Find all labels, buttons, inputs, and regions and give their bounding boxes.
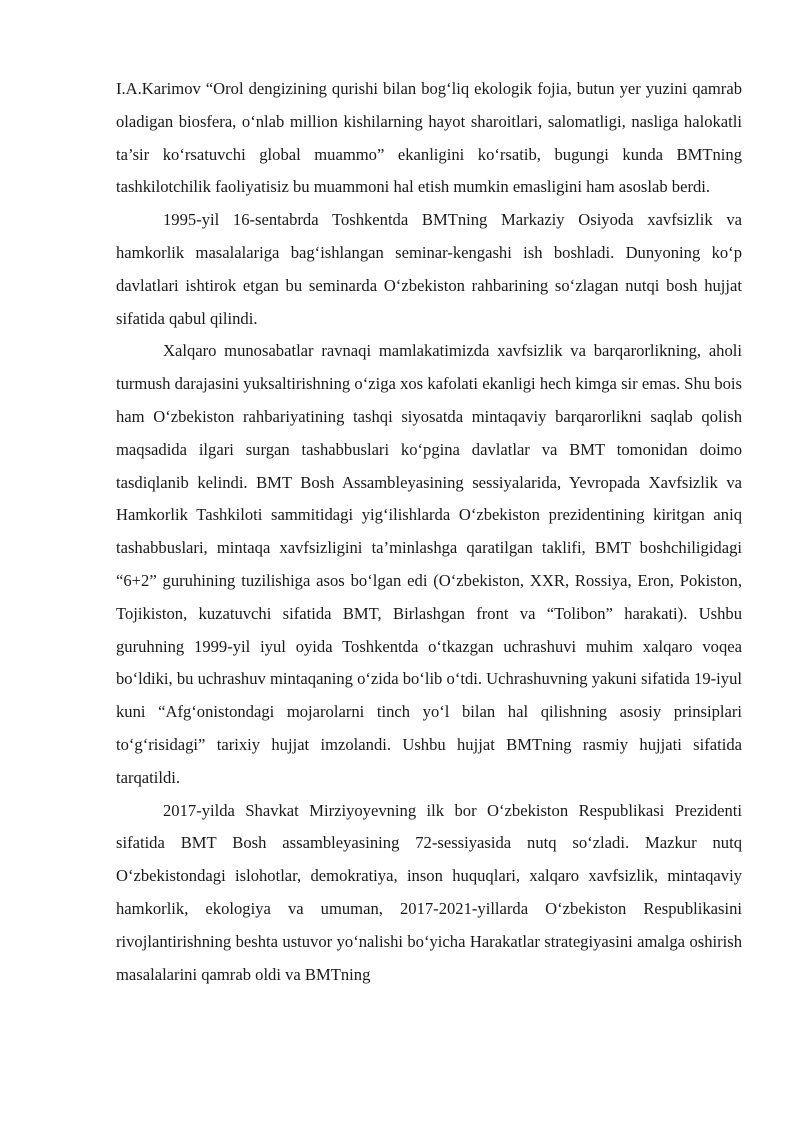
paragraph-international-relations: Xalqaro munosabatlar ravnaqi mamlakatimizda xavfsizlik va barqarorlikning, aholi turmush darajasini yuksaltirishning o‘ziga xos kafolati ekanligi hech kimga sir emas. Shu bois ham O‘zbekiston rahbariyatining tashqi siyosatda mintaqaviy barqarorlikni saqlab qolish maqsadida ilgari surgan tashabbuslari ko‘pgina davlatlar va BMT tomonidan doimo tasdiqlanib kelindi. BMT Bosh Assambleyasining sessiyalarida, Yevropada Xavfsizlik va Hamkorlik Tashkiloti sammitidagi yig‘ilishlarda O‘zbekiston prezidentining kiritgan aniq tashabbuslari, mintaqa xavfsizligini ta’minlashga qaratilgan taklifi, BMT boshchiligidagi “6+2” guruhining tuzilishiga asos bo‘lgan edi (O‘zbekiston, XXR, Rossiya, Eron, Pokiston, Tojikiston, kuzatuvchi sifatida BMT, Birlashgan front va “Tolibon” harakati). Ushbu guruhning 1999-yil iyul oyida Toshkentda o‘tkazgan uchrashuvi muhim xalqaro voqea bo‘ldiki, bu uchrashuv mintaqaning o‘zida bo‘lib o‘tdi. Uchrashuvning yakuni sifatida 19-iyul kuni “Afg‘onistondagi mojarolarni tinch yo‘l bilan hal qilishning asosiy prinsiplari to‘g‘risidagi” tarixiy hujjat imzolandi. Ushbu hujjat BMTning rasmiy hujjati sifatida tarqatildi. [116,341,742,787]
document-page [116,73,742,991]
paragraph-1995-seminar: 1995-yil 16-sentabrda Toshkentda BMTning Markaziy Osiyoda xavfsizlik va hamkorlik masalalariga bag‘ishlangan seminar-kengashi ish boshladi. Dunyoning ko‘p davlatlari ishtirok etgan bu seminarda O‘zbekiston rahbarining so‘zlagan nutqi bosh hujjat sifatida qabul qilindi. [116,210,742,328]
paragraph-continuation: I.A.Karimov “Orol dengizining qurishi bilan bog‘liq ekologik fojia, butun yer yuzini qamrab oladigan biosfera, o‘nlab million kishilarning hayot sharoitlari, salomatligi, nasliga halokatli ta’sir ko‘rsatuvchi global muammo” ekanligini ko‘rsatib, bugungi kunda BMTning tashkilotchilik faoliyatisiz bu muammoni hal etish mumkin emasligini ham asoslab berdi. [116,79,742,197]
paragraph-2017-un-speech: 2017-yilda Shavkat Mirziyoyevning ilk bor O‘zbekiston Respublikasi Prezidenti sifatida BMT Bosh assambleyasining 72-sessiyasida nutq so‘zladi. Mazkur nutq O‘zbekistondagi islohotlar, demokratiya, inson huquqlari, xalqaro xavfsizlik, mintaqaviy hamkorlik, ekologiya va umuman, 2017-2021-yillarda O‘zbekiston Respublikasini rivojlantirishning beshta ustuvor yo‘nalishi bo‘yicha Harakatlar strategiyasini amalga oshirish masalalarini qamrab oldi va BMTning [116,800,742,984]
